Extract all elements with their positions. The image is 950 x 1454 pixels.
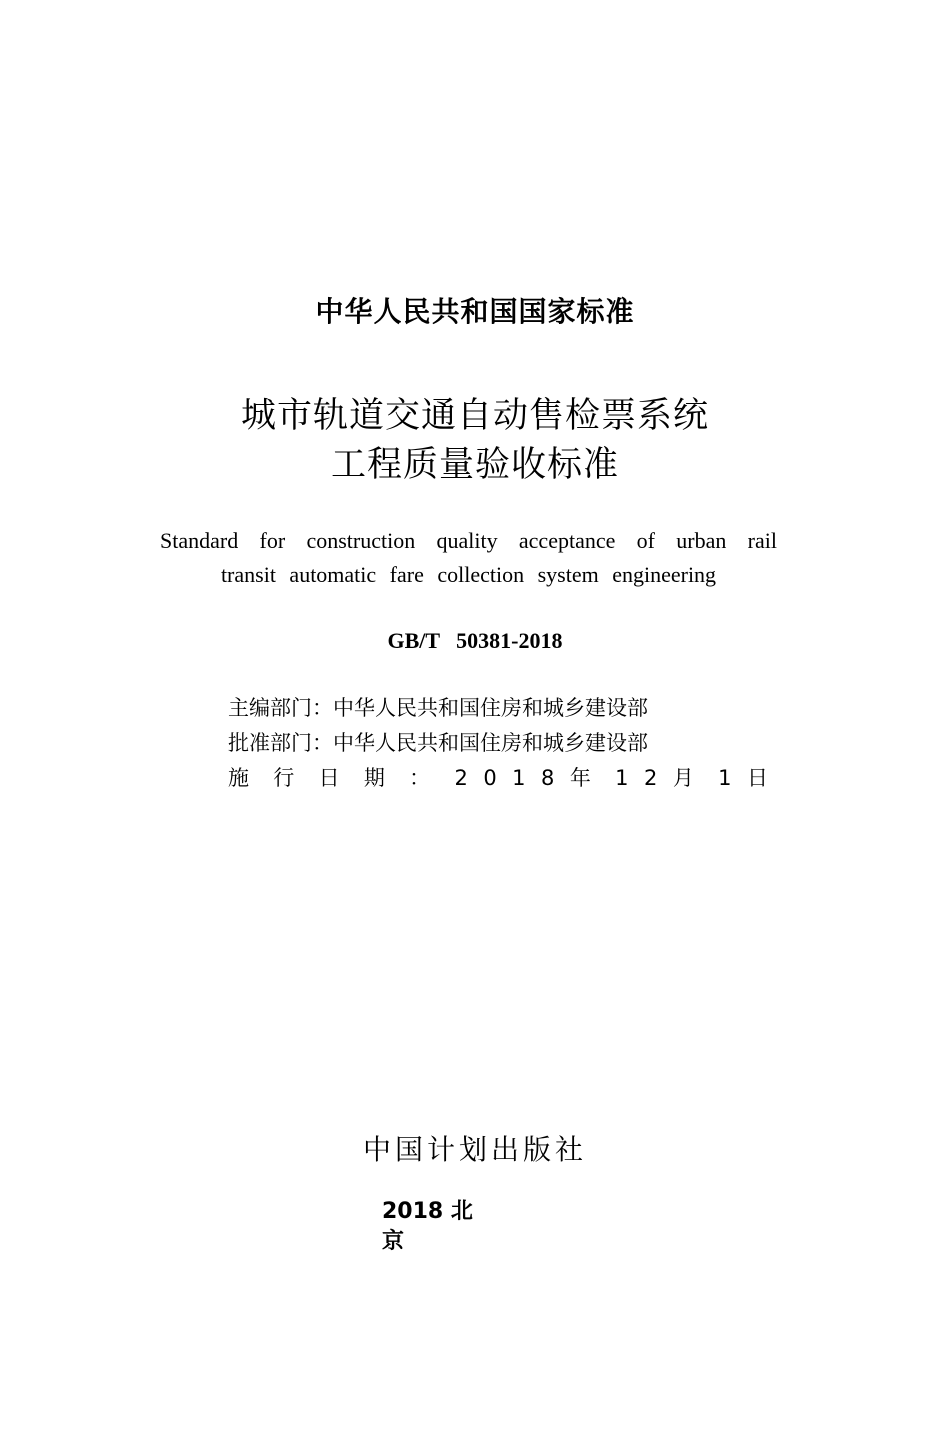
english-title: Standard for construction quality acceptance of urban rail transit automatic fare collection system engineering [160, 528, 777, 587]
editor-department: 主编部门：中华人民共和国住房和城乡建设部 [228, 696, 648, 720]
document-title-line-1: 城市轨道交通自动售检票系统 [240, 396, 709, 436]
approval-department: 批准部门：中华人民共和国住房和城乡建设部 [228, 731, 648, 755]
publisher-name: 中国计划出版社 [362, 1133, 587, 1166]
document-title [0, 392, 950, 490]
standard-number: GB/T 50381-2018 [387, 628, 563, 653]
effective-date: 施 行 日 期 ： 2 0 1 8 年 1 2 月 1 日 [228, 766, 768, 790]
standard-category-heading: 中华人民共和国国家标准 [315, 295, 635, 328]
publication-place-year: 2018 北京 [382, 1199, 473, 1254]
document-title-line-2: 工程质量验收标准 [330, 445, 619, 485]
